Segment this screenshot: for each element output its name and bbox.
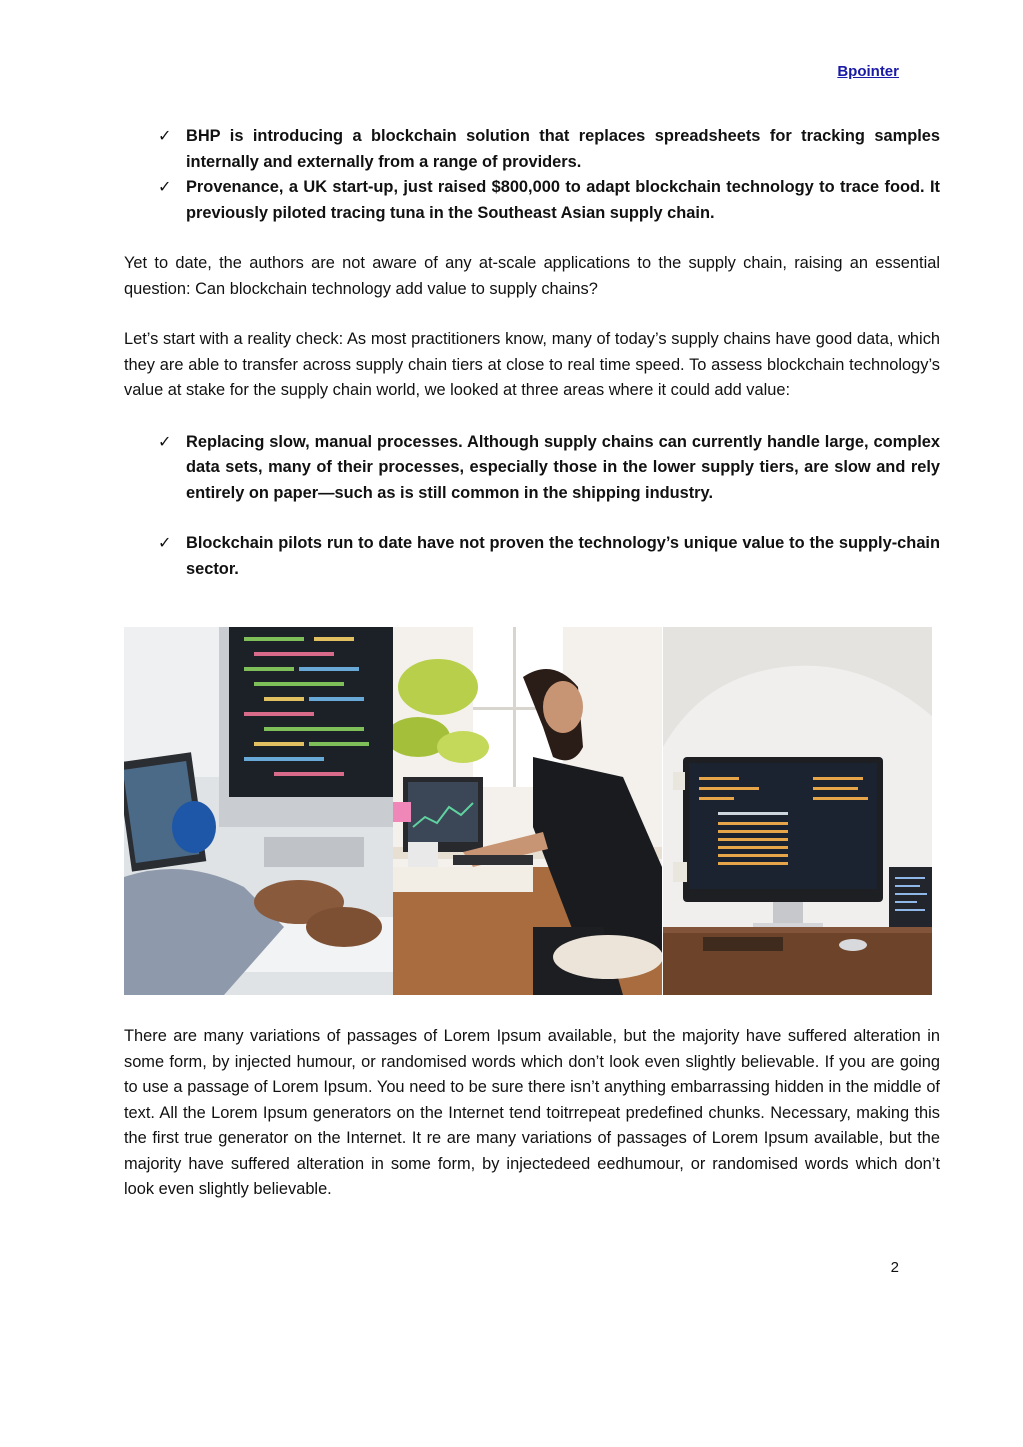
photo-woman-at-desk-image xyxy=(393,627,662,995)
checkmark-icon: ✓ xyxy=(158,179,172,196)
page-number: 2 xyxy=(890,1259,899,1276)
bullet-list-examples xyxy=(124,124,940,226)
checkmark-icon: ✓ xyxy=(158,535,172,552)
photo-monitor-room-image xyxy=(663,627,932,995)
checkmark-icon: ✓ xyxy=(158,433,172,451)
body-text-block xyxy=(124,1024,940,1203)
list-item xyxy=(124,531,940,582)
photo-woman-at-desk xyxy=(393,627,662,995)
list-item xyxy=(124,124,940,175)
photo-coding-monitor xyxy=(124,627,393,995)
header-link-bpointer[interactable]: Bpointer xyxy=(837,63,899,80)
photo-coding-monitor-image xyxy=(124,627,393,995)
paragraph: Let’s start with a reality check: As most practitioners know, many of today’s supply chains have good data, which they are able to transfer across supply chain tiers at close to real time speed. To assess blockchain technology’s value at stake for the supply chain world, we looked at three areas where it could add value: xyxy=(124,330,940,399)
checkmark-icon: ✓ xyxy=(158,128,172,145)
list-item-text: Blockchain pilots run to date have not proven the technology’s unique value to the supply-chain sector. xyxy=(186,534,940,578)
bullet-list-areas xyxy=(124,531,940,582)
paragraph: There are many variations of passages of Lorem Ipsum available, but the majority have suffered alteration in some form, by injected humour, or randomised words which don’t look even slightly believable. If you are going to use a passage of Lorem Ipsum. You need to be sure there isn’t anything embarrassing hidden in the middle of text. All the Lorem Ipsum generators on the Internet tend toitrrepeat predefined chunks. Necessary, making this the first true generator on the Internet. It re are many variations of passages of Lorem Ipsum available, but the majority have suffered alteration in some form, by injectedeed eedhumour, or randomised words which don’t look even slightly believable. xyxy=(124,1027,940,1198)
main-content xyxy=(124,124,940,582)
paragraph: Yet to date, the authors are not aware of any at-scale applications to the supply chain, raising an essential question: Can blockchain technology add value to supply chains? xyxy=(124,254,940,298)
list-item xyxy=(124,430,940,507)
bullet-list-areas xyxy=(124,430,940,507)
photo-monitor-room xyxy=(663,627,932,995)
list-item xyxy=(124,175,940,226)
list-item-text: BHP is introducing a blockchain solution that replaces spreadsheets for tracking samples internally and externally from a range of providers. xyxy=(186,127,940,171)
photo-strip xyxy=(124,627,932,995)
list-item-text: Replacing slow, manual processes. Although supply chains can currently handle large, complex data sets, many of their processes, especially those in the lower supply tiers, are slow and rely entirely on paper—such as is still common in the shipping industry. xyxy=(186,432,940,502)
list-item-text: Provenance, a UK start-up, just raised $800,000 to adapt blockchain technology to trace food. It previously piloted tracing tuna in the Southeast Asian supply chain. xyxy=(186,178,940,222)
